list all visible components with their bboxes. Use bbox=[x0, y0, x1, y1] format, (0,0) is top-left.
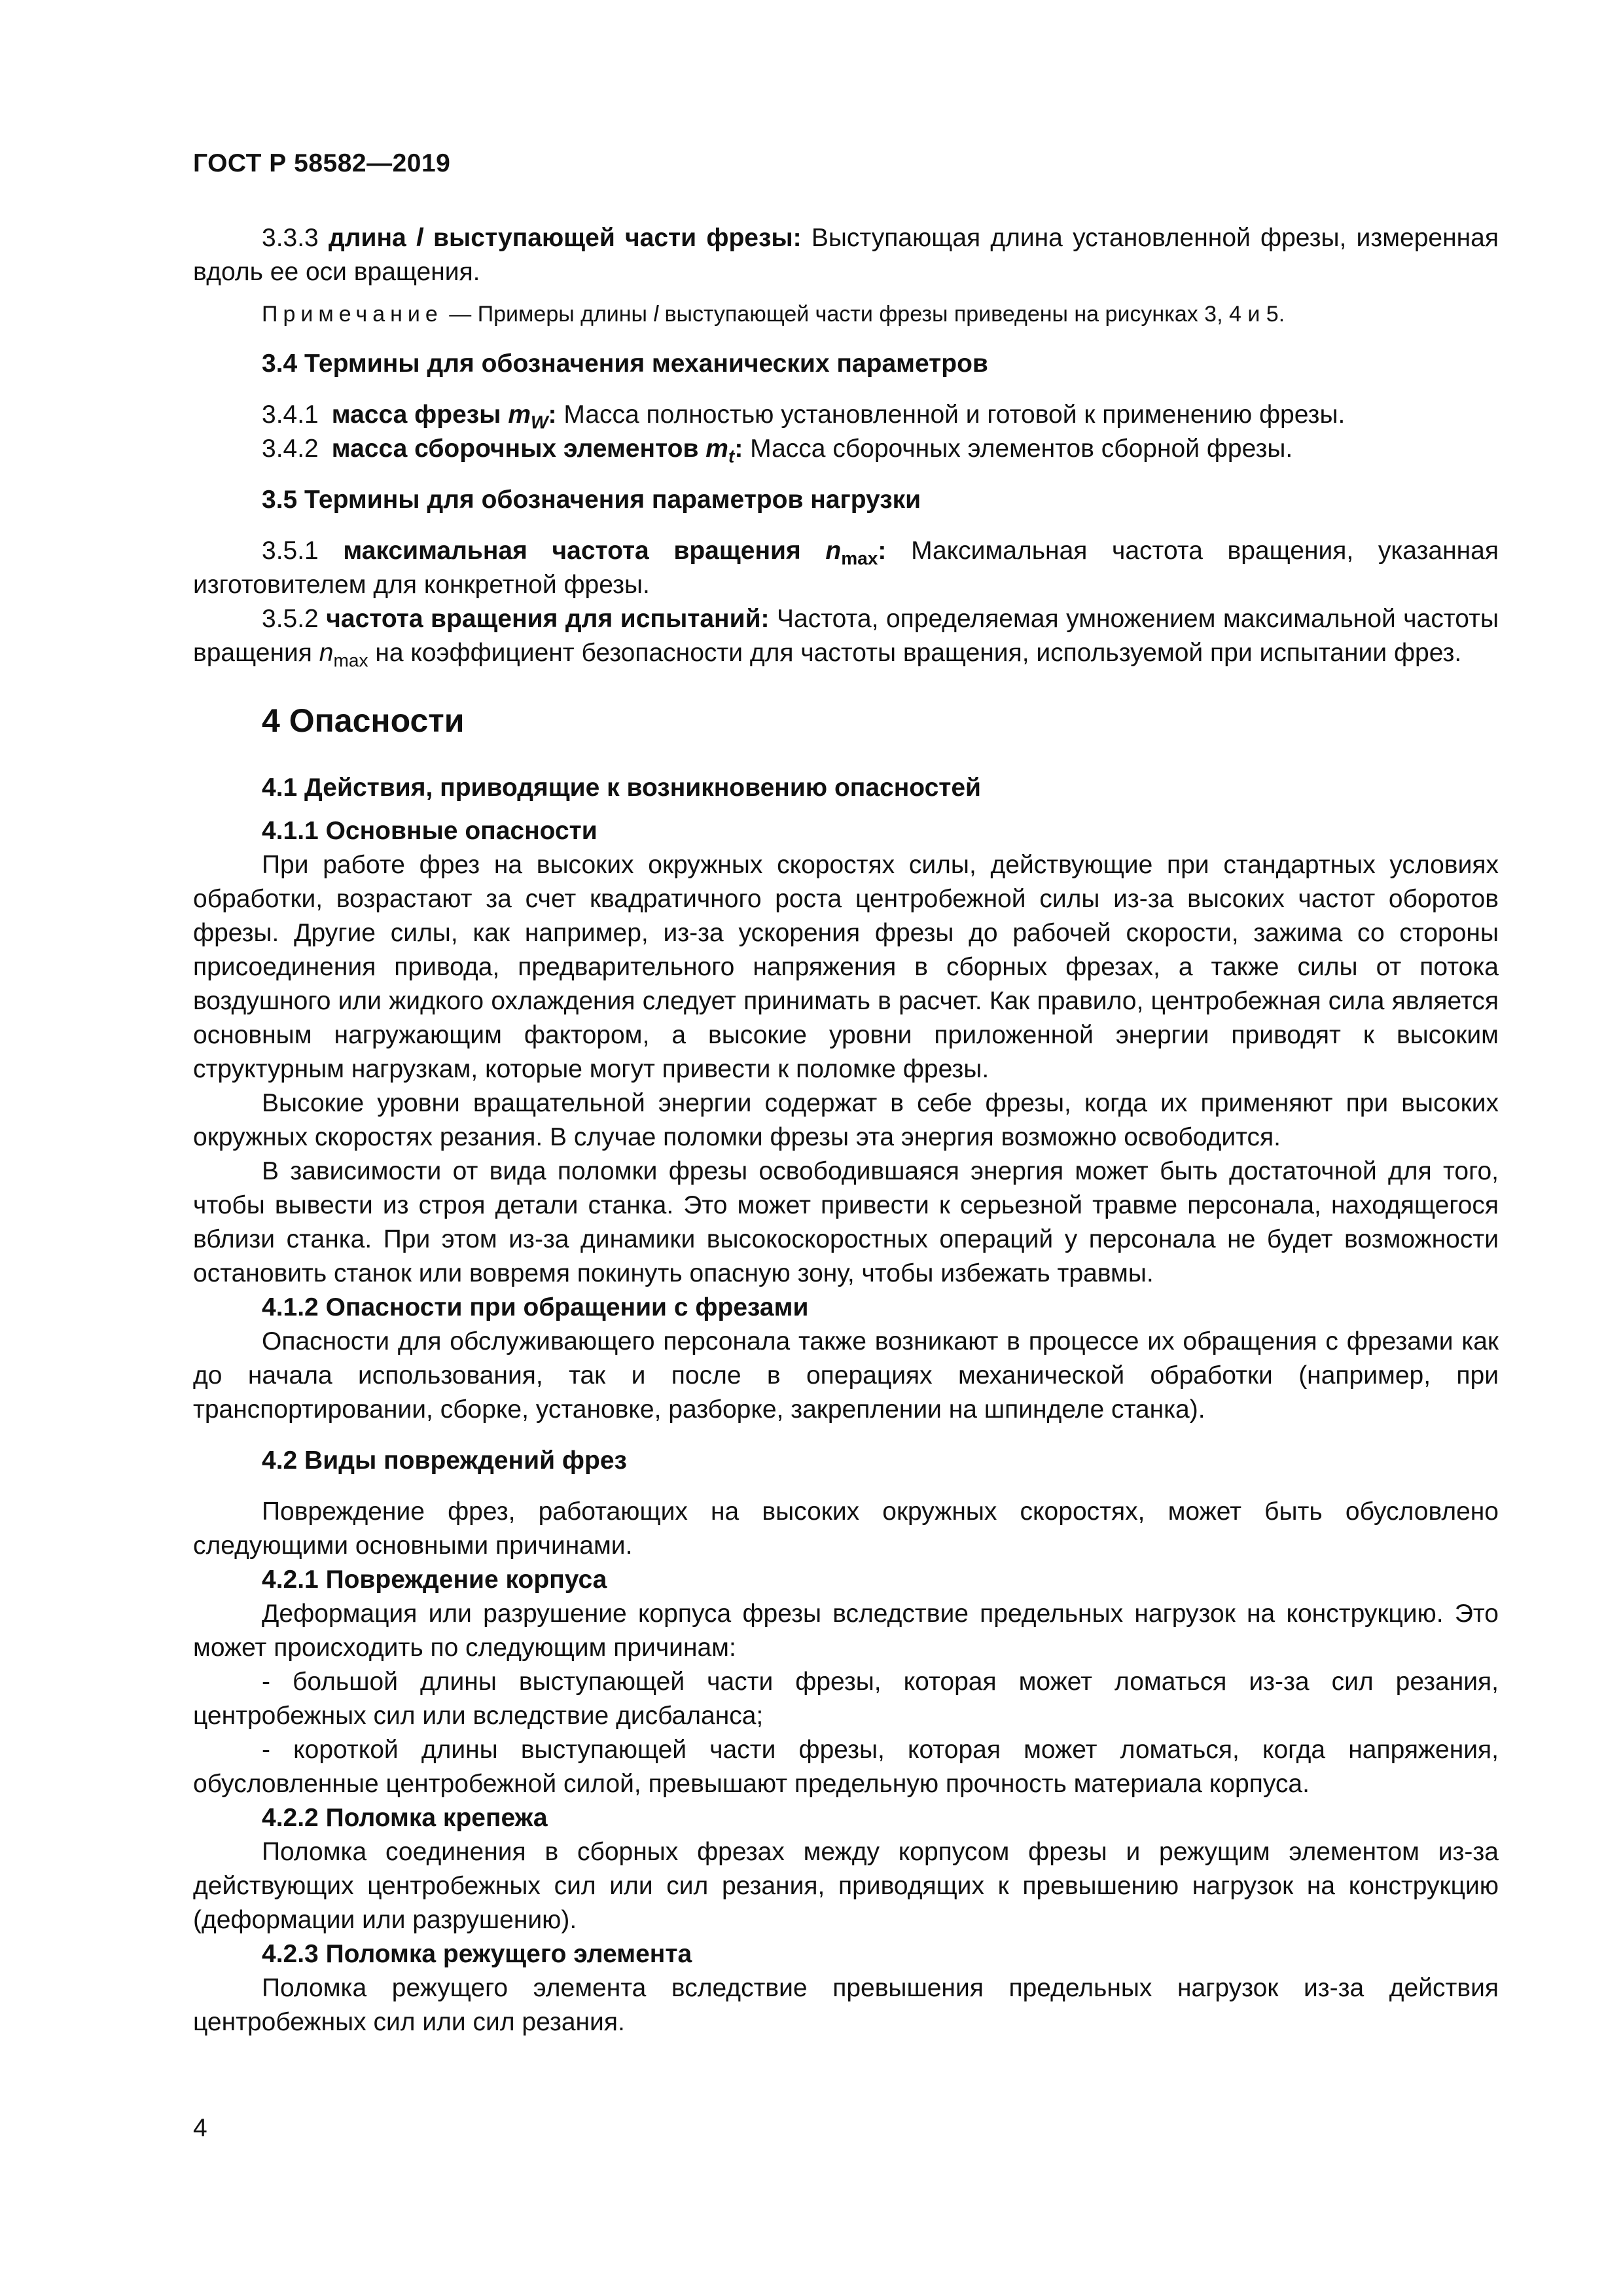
page-number: 4 bbox=[193, 2114, 207, 2142]
term-definition: Максимальная частота вращения, указанная изготовителем для конкретной фрезы. bbox=[193, 537, 1499, 599]
term-definition-a: Частота, определяемая умножением максимальной частоты вращения bbox=[193, 605, 1499, 667]
term-name-suffix: выступающей части фрезы: bbox=[433, 224, 802, 252]
term-definition-b: на коэффициент безопасности для частоты вращения, используемой при испытании фрез. bbox=[375, 639, 1462, 667]
term-3-5-1: 3.5.1 максимальная частота вращения $n_{max}$: Максимальная частота вращения, указанная изготовителем для конкретной фрезы. bbox=[193, 537, 1499, 599]
subsection-heading-4-2-2: 4.2.2 Поломка крепежа bbox=[262, 1804, 548, 1832]
paragraph: При работе фрез на высоких окружных скоростях силы, действующие при стандартных условиях обработки, возрастают за счет квадратичного роста центробежной силы из-за высоких частот оборотов фрезы. Другие силы, как например, из-за ускорения фрезы до рабочей скорости, зажима со стороны присоединения привода, предварительного напряжения в сборных фрезах, а также силы от потока воздушного или жидкого охлаждения следует принимать в расчет. Как правило, центробежная сила является основным нагружающим фактором, а высокие уровни приложенной энергии приводят к высоким структурным нагрузкам, которые могут привести к поломке фрезы. bbox=[193, 851, 1499, 1083]
term-symbol-subscript: t bbox=[728, 446, 735, 467]
paragraph: Высокие уровни вращательной энергии содержат в себе фрезы, когда их применяют при высоких окружных скоростях резания. В случае поломки фрезы эта энергия возможно освободится. bbox=[193, 1089, 1499, 1151]
note-3-3-3 bbox=[193, 298, 1499, 330]
term-symbol: n bbox=[319, 639, 334, 667]
section-heading-3-5: 3.5 Термины для обозначения параметров нагрузки bbox=[262, 486, 921, 514]
term-3-4-2: 3.4.2 масса сборочных элементов $m_t$: Масса сборочных элементов сборной фрезы. bbox=[193, 432, 1499, 466]
paragraph: Повреждение фрез, работающих на высоких окружных скоростях, может быть обусловлено следующими основными причинами. bbox=[193, 1498, 1499, 1560]
term-symbol-subscript: max bbox=[333, 650, 368, 671]
term-number: 3.4.2 bbox=[262, 435, 319, 463]
term-symbol: n bbox=[825, 537, 842, 565]
term-number: 3.3.3 bbox=[262, 224, 319, 252]
term-number: 3.5.2 bbox=[262, 605, 319, 633]
subsection-heading-4-1-2: 4.1.2 Опасности при обращении с фрезами bbox=[262, 1293, 809, 1321]
paragraph: Поломка режущего элемента вследствие превышения предельных нагрузок из-за действия центробежных сил или сил резания. bbox=[193, 1974, 1499, 2036]
note-label: Примечание bbox=[262, 302, 443, 327]
term-symbol: m bbox=[508, 401, 531, 429]
subsection-heading-4-2-1: 4.2.1 Повреждение корпуса bbox=[262, 1566, 607, 1594]
paragraph: В зависимости от вида поломки фрезы освободившаяся энергия может быть достаточной для того, чтобы вывести из строя детали станка. Это может привести к серьезной травме персонала, находящегося вблизи станка. При этом из-за динамики высокоскоростных операций у персонала не будет возможности остановить станок или вовремя покинуть опасную зону, чтобы избежать травмы. bbox=[193, 1157, 1499, 1287]
term-symbol: l bbox=[416, 224, 423, 252]
term-name: масса сборочных элементов bbox=[331, 435, 699, 463]
term-name: частота вращения для испытаний: bbox=[326, 605, 770, 633]
list-item: - большой длины выступающей части фрезы, которая может ломаться из-за сил резания, центробежных сил или вследствие дисбаланса; bbox=[193, 1668, 1499, 1730]
term-definition: Масса сборочных элементов сборной фрезы. bbox=[750, 435, 1293, 463]
document-body bbox=[193, 221, 1499, 2039]
term-definition: Масса полностью установленной и готовой к применению фрезы. bbox=[563, 401, 1346, 429]
note-text-b: выступающей части фрезы приведены на рисунках 3, 4 и 5. bbox=[664, 302, 1285, 327]
term-symbol: m bbox=[705, 435, 728, 463]
note-symbol: l bbox=[653, 302, 659, 327]
term-name: максимальная частота вращения bbox=[343, 537, 801, 565]
term-number: 3.5.1 bbox=[262, 537, 319, 565]
term-name: масса фрезы bbox=[331, 401, 501, 429]
section-heading-4-1: 4.1 Действия, приводящие к возникновению опасностей bbox=[262, 774, 982, 802]
paragraph: Деформация или разрушение корпуса фрезы вследствие предельных нагрузок на конструкцию. Это может происходить по следующим причинам: bbox=[193, 1600, 1499, 1662]
subsection-heading-4-2-3: 4.2.3 Поломка режущего элемента bbox=[262, 1940, 692, 1968]
term-symbol-subscript: W bbox=[531, 412, 548, 433]
paragraph: Опасности для обслуживающего персонала также возникают в процессе их обращения с фрезами как до начала использования, так и после в операциях механической обработки (например, при транспортировании, сборке, установке, разборке, закреплении на шпинделе станка). bbox=[193, 1327, 1499, 1424]
term-definition: Выступающая длина установленной фрезы, измеренная вдоль ее оси вращения. bbox=[193, 224, 1499, 286]
list-item: - короткой длины выступающей части фрезы, которая может ломаться, когда напряжения, обусловленные центробежной силой, превышают предельную прочность материала корпуса. bbox=[193, 1736, 1499, 1798]
subsection-heading-4-1-1: 4.1.1 Основные опасности bbox=[262, 817, 597, 845]
term-number: 3.4.1 bbox=[262, 401, 319, 429]
document-header: ГОСТ Р 58582—2019 bbox=[193, 149, 451, 177]
term-name-prefix: длина bbox=[328, 224, 406, 252]
section-heading-3-4: 3.4 Термины для обозначения механических параметров bbox=[262, 350, 988, 378]
paragraph: Поломка соединения в сборных фрезах между корпусом фрезы и режущим элементом из-за действующих центробежных сил или сил резания, приводящих к превышению нагрузок на конструкцию (деформации или разрушению). bbox=[193, 1838, 1499, 1934]
note-text-a: — Примеры длины bbox=[449, 302, 647, 327]
term-3-3-3 bbox=[193, 221, 1499, 289]
term-symbol-subscript: max bbox=[841, 548, 878, 569]
term-3-5-2 bbox=[193, 602, 1499, 670]
section-heading-4-2: 4.2 Виды повреждений фрез bbox=[262, 1446, 627, 1475]
chapter-heading-4: 4 Опасности bbox=[262, 702, 465, 739]
term-3-4-1: 3.4.1 масса фрезы $m_W$: Масса полностью установленной и готовой к применению фрезы. bbox=[193, 398, 1499, 432]
